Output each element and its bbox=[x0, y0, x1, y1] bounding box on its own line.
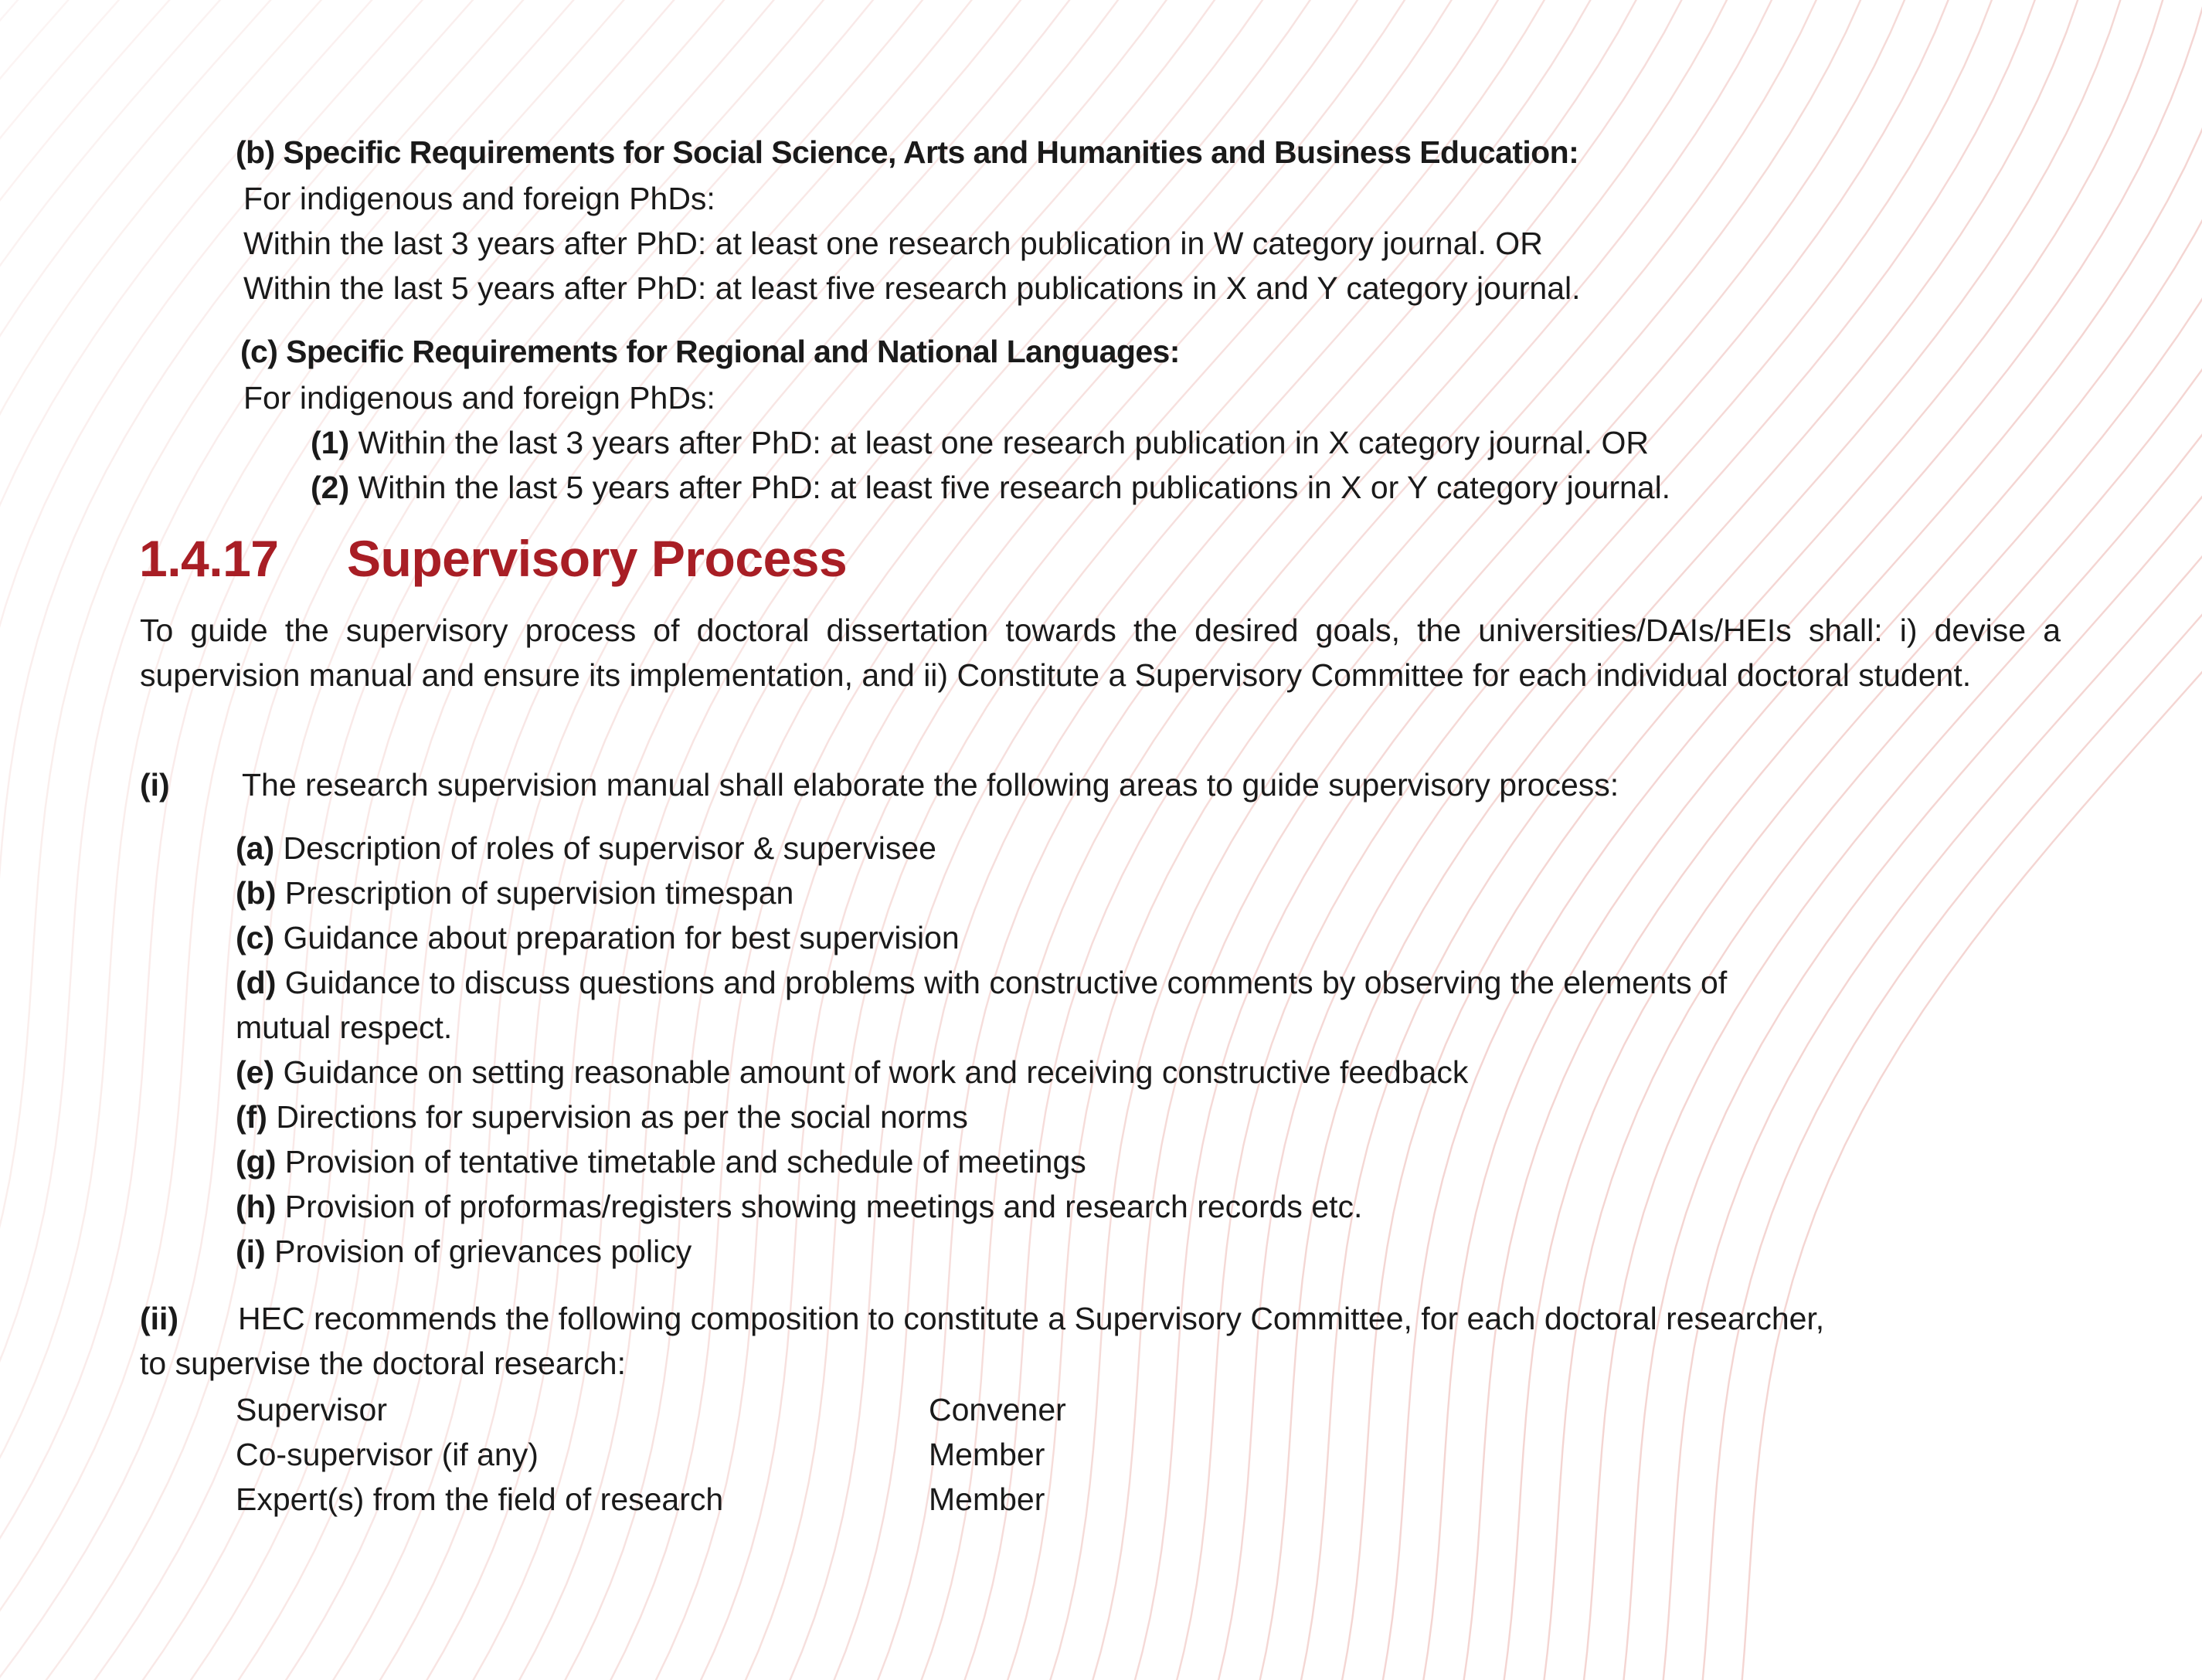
list-item bbox=[236, 871, 793, 915]
item-marker: (h) bbox=[236, 1189, 277, 1224]
section-b-line: Within the last 3 years after PhD: at least one research publication in W category journal. OR bbox=[243, 226, 1543, 261]
section-b-title: Specific Requirements for Social Science, Arts and Humanities and Business Education: bbox=[283, 134, 1579, 170]
list-item-continuation: mutual respect. bbox=[236, 1010, 453, 1045]
list-item bbox=[236, 1050, 1468, 1095]
point-ii-marker: (ii) bbox=[140, 1301, 179, 1336]
intro-paragraph: To guide the supervisory process of doctoral dissertation towards the desired goals, the universities/DAIs/HEIs shall: i) devise a supervision manual and ensure its implementation, and ii) Constitute a Supervisory Committee for each individual doctoral student. bbox=[140, 613, 2061, 693]
item-text: Provision of grievances policy bbox=[274, 1234, 692, 1269]
committee-member: Expert(s) from the field of research bbox=[236, 1481, 724, 1517]
section-title: Supervisory Process bbox=[347, 530, 848, 587]
item-marker: (c) bbox=[236, 920, 275, 955]
point-ii-text: HEC recommends the following composition to constitute a Supervisory Committee, for each doctoral researcher, bbox=[238, 1301, 1825, 1336]
item-marker: (d) bbox=[236, 965, 277, 1000]
section-b-line: Within the last 5 years after PhD: at least five research publications in X and Y category journal. bbox=[243, 270, 1581, 306]
item-marker: (f) bbox=[236, 1099, 267, 1135]
item-text: Prescription of supervision timespan bbox=[284, 875, 794, 911]
section-b-heading bbox=[236, 130, 1578, 175]
item-text: Guidance on setting reasonable amount of work and receiving constructive feedback bbox=[283, 1054, 1469, 1090]
item-text: Directions for supervision as per the social norms bbox=[276, 1099, 968, 1135]
item-text: Provision of proformas/registers showing meetings and research records etc. bbox=[284, 1189, 1363, 1224]
point-i-marker: (i) bbox=[140, 767, 170, 803]
section-c-item bbox=[311, 420, 1649, 465]
list-item bbox=[236, 1229, 692, 1274]
item-text: Guidance to discuss questions and problems with constructive comments by observing the elements of bbox=[284, 965, 1728, 1000]
section-b-marker: (b) bbox=[236, 134, 275, 170]
item-text: Description of roles of supervisor & supervisee bbox=[283, 830, 936, 866]
item-marker: (e) bbox=[236, 1054, 275, 1090]
section-c-title: Specific Requirements for Regional and National Languages: bbox=[286, 334, 1180, 369]
point-ii-continuation: to supervise the doctoral research: bbox=[140, 1346, 626, 1381]
list-item bbox=[236, 915, 960, 960]
committee-role: Member bbox=[929, 1481, 1045, 1517]
item-text: Guidance about preparation for best supervision bbox=[283, 920, 960, 955]
item-marker: (1) bbox=[311, 425, 350, 460]
committee-role: Member bbox=[929, 1437, 1045, 1472]
point-i-text: The research supervision manual shall elaborate the following areas to guide supervisory process: bbox=[242, 767, 1619, 803]
committee-role: Convener bbox=[929, 1392, 1066, 1427]
list-item bbox=[236, 960, 1727, 1005]
committee-member: Co-supervisor (if any) bbox=[236, 1437, 539, 1472]
item-marker: (g) bbox=[236, 1144, 277, 1179]
item-marker: (2) bbox=[311, 470, 350, 505]
item-marker: (a) bbox=[236, 830, 275, 866]
item-text: Within the last 5 years after PhD: at least five research publications in X or Y category journal. bbox=[358, 470, 1671, 505]
section-number: 1.4.17 bbox=[139, 530, 279, 587]
list-item bbox=[236, 826, 936, 871]
item-marker: (b) bbox=[236, 875, 277, 911]
section-b-line: For indigenous and foreign PhDs: bbox=[243, 181, 715, 216]
item-text: Within the last 3 years after PhD: at least one research publication in X category journal. OR bbox=[358, 425, 1649, 460]
section-c-item bbox=[311, 465, 1670, 510]
list-item bbox=[236, 1095, 968, 1139]
list-item bbox=[236, 1139, 1086, 1184]
list-item bbox=[236, 1184, 1362, 1229]
section-c-intro: For indigenous and foreign PhDs: bbox=[243, 380, 715, 416]
section-c-heading bbox=[240, 329, 1180, 374]
item-marker: (i) bbox=[236, 1234, 266, 1269]
item-text: Provision of tentative timetable and schedule of meetings bbox=[284, 1144, 1086, 1179]
section-c-marker: (c) bbox=[240, 334, 278, 369]
committee-member: Supervisor bbox=[236, 1392, 387, 1427]
